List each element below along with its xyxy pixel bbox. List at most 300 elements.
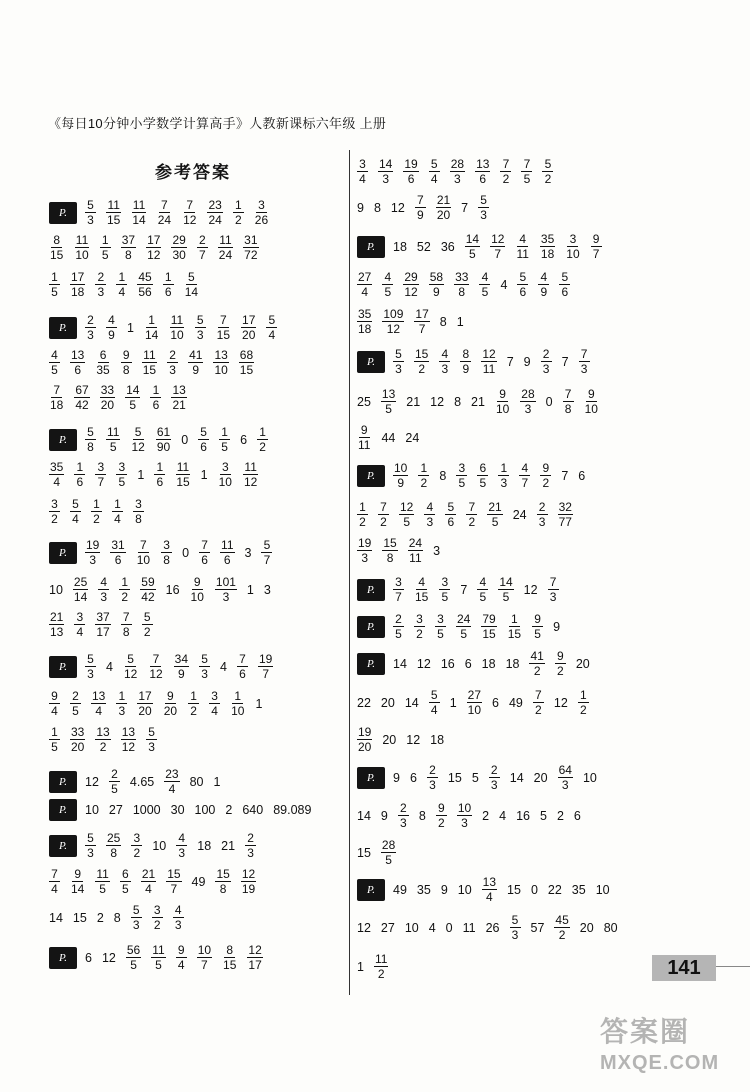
page-number-rule bbox=[716, 966, 750, 967]
number-answer: 12 bbox=[553, 695, 568, 710]
fraction-answer: $\frac{33}{20}$ bbox=[100, 383, 115, 412]
number-answer: 4 bbox=[500, 277, 508, 292]
fraction-answer: $\frac{5}{3}$ bbox=[85, 199, 96, 226]
fraction-answer: $\frac{7}{3}$ bbox=[548, 576, 559, 603]
fraction-answer: $\frac{8}{15}$ bbox=[50, 233, 64, 262]
fraction-answer: $\frac{27}{4}$ bbox=[358, 270, 372, 299]
fraction-answer: $\frac{1}{2}$ bbox=[188, 690, 199, 717]
fraction-answer: $\frac{2}{3}$ bbox=[427, 764, 438, 791]
fraction-answer: $\frac{7}{2}$ bbox=[500, 158, 511, 185]
fraction-answer: $\frac{2}{3}$ bbox=[541, 348, 552, 375]
number-answer: 80 bbox=[189, 774, 204, 789]
number-answer: 1 bbox=[255, 696, 263, 711]
number-answer: 36 bbox=[440, 239, 455, 254]
number-answer: 4 bbox=[428, 920, 436, 935]
fraction-answer: $\frac{41}{9}$ bbox=[189, 348, 203, 377]
fraction-answer: $\frac{10}{7}$ bbox=[197, 943, 212, 972]
number-answer: 22 bbox=[357, 695, 371, 710]
fraction-answer: $\frac{8}{15}$ bbox=[223, 943, 237, 972]
number-answer: 18 bbox=[505, 656, 520, 671]
fraction-answer: $\frac{2}{5}$ bbox=[70, 690, 81, 717]
book-header: 《每日10分钟小学数学计算高手》人教新课标六年级 上册 bbox=[48, 116, 387, 131]
number-answer: 18 bbox=[481, 656, 496, 671]
fraction-answer: $\frac{34}{9}$ bbox=[174, 652, 189, 681]
fraction-answer: $\frac{19}{20}$ bbox=[358, 725, 372, 754]
number-answer: 57 bbox=[530, 920, 545, 935]
fraction-answer: $\frac{13}{2}$ bbox=[96, 725, 110, 754]
fraction-answer: $\frac{11}{14}$ bbox=[132, 198, 146, 227]
exercise-tag-icon: P. bbox=[357, 236, 385, 258]
fraction-answer: $\frac{2}{3}$ bbox=[245, 832, 256, 859]
fraction-answer: $\frac{3}{8}$ bbox=[133, 498, 144, 525]
fraction-answer: $\frac{3}{2}$ bbox=[414, 613, 425, 640]
fraction-answer: $\frac{3}{7}$ bbox=[393, 576, 404, 603]
fraction-answer: $\frac{28}{3}$ bbox=[450, 157, 465, 186]
fraction-answer: $\frac{8}{9}$ bbox=[460, 348, 471, 375]
fraction-answer: $\frac{9}{10}$ bbox=[584, 387, 598, 416]
fraction-answer: $\frac{3}{5}$ bbox=[116, 461, 127, 488]
left-answer-line bbox=[49, 799, 321, 821]
fraction-answer: $\frac{21}{5}$ bbox=[488, 500, 502, 529]
right-answer-line bbox=[357, 271, 580, 298]
right-answer-line bbox=[357, 388, 609, 415]
left-answer-line bbox=[49, 768, 230, 795]
fraction-answer: $\frac{14}{5}$ bbox=[465, 232, 480, 261]
number-answer: 1000 bbox=[132, 803, 161, 817]
fraction-answer: $\frac{17}{7}$ bbox=[415, 307, 429, 336]
fraction-answer: $\frac{56}{5}$ bbox=[126, 943, 141, 972]
number-answer: 1 bbox=[449, 695, 457, 710]
right-answer-line bbox=[357, 914, 628, 941]
number-answer: 15 bbox=[447, 770, 462, 785]
fraction-answer: $\frac{29}{12}$ bbox=[404, 270, 418, 299]
number-answer: 7 bbox=[561, 354, 569, 369]
number-answer: 0 bbox=[545, 394, 553, 409]
fraction-answer: $\frac{9}{4}$ bbox=[176, 944, 187, 971]
fraction-answer: $\frac{4}{7}$ bbox=[519, 462, 530, 489]
number-answer: 30 bbox=[170, 803, 185, 817]
number-answer: 9 bbox=[393, 770, 400, 785]
fraction-answer: $\frac{1}{4}$ bbox=[112, 498, 123, 525]
number-answer: 25 bbox=[357, 394, 371, 409]
number-answer: 7 bbox=[461, 200, 469, 215]
fraction-answer: $\frac{1}{15}$ bbox=[507, 612, 522, 641]
fraction-answer: $\frac{5}{12}$ bbox=[123, 652, 138, 681]
fraction-answer: $\frac{13}{4}$ bbox=[92, 689, 106, 718]
number-answer: 20 bbox=[579, 920, 594, 935]
fraction-answer: $\frac{31}{72}$ bbox=[244, 233, 258, 262]
number-answer: 18 bbox=[197, 838, 212, 853]
fraction-answer: $\frac{7}{4}$ bbox=[49, 868, 60, 895]
fraction-answer: $\frac{3}{8}$ bbox=[161, 539, 172, 566]
number-answer: 6 bbox=[240, 432, 248, 447]
right-answer-line bbox=[357, 501, 583, 528]
exercise-tag-icon: P. bbox=[357, 465, 385, 487]
fraction-answer: $\frac{6}{35}$ bbox=[96, 348, 110, 377]
fraction-answer: $\frac{1}{2}$ bbox=[578, 689, 589, 716]
fraction-answer: $\frac{5}{2}$ bbox=[142, 611, 153, 638]
fraction-answer: $\frac{31}{6}$ bbox=[111, 538, 125, 567]
fraction-answer: $\frac{1}{4}$ bbox=[116, 271, 127, 298]
fraction-answer: $\frac{3}{10}$ bbox=[566, 232, 580, 261]
fraction-answer: $\frac{9}{2}$ bbox=[555, 650, 566, 677]
fraction-answer: $\frac{1}{2}$ bbox=[119, 576, 130, 603]
number-answer: 100 bbox=[194, 803, 216, 817]
fraction-answer: $\frac{1}{2}$ bbox=[357, 501, 368, 528]
exercise-tag-icon: P. bbox=[357, 653, 385, 675]
number-answer: 27 bbox=[108, 803, 123, 817]
fraction-answer: $\frac{9}{11}$ bbox=[358, 423, 371, 452]
left-answer-line bbox=[49, 461, 268, 488]
right-answer-line bbox=[357, 953, 398, 980]
fraction-answer: $\frac{11}{15}$ bbox=[142, 348, 157, 377]
fraction-answer: $\frac{11}{12}$ bbox=[243, 460, 258, 489]
fraction-answer: $\frac{37}{8}$ bbox=[121, 233, 136, 262]
number-answer: 1 bbox=[213, 774, 221, 789]
fraction-answer: $\frac{2}{3}$ bbox=[398, 802, 409, 829]
fraction-answer: $\frac{1}{2}$ bbox=[91, 498, 102, 525]
number-answer: 8 bbox=[439, 314, 447, 329]
number-answer: 8 bbox=[418, 808, 426, 823]
fraction-answer: $\frac{3}{5}$ bbox=[439, 576, 450, 603]
section-title: 参考答案 bbox=[155, 163, 231, 182]
number-answer: 35 bbox=[571, 882, 586, 897]
fraction-answer: $\frac{101}{3}$ bbox=[215, 575, 236, 604]
left-answer-line bbox=[49, 653, 283, 680]
number-answer: 14 bbox=[49, 910, 63, 925]
number-answer: 7 bbox=[561, 468, 569, 483]
fraction-answer: $\frac{25}{8}$ bbox=[107, 831, 121, 860]
fraction-answer: $\frac{5}{6}$ bbox=[517, 271, 528, 298]
left-answer-line bbox=[49, 576, 281, 603]
fraction-answer: $\frac{2}{5}$ bbox=[393, 613, 404, 640]
fraction-answer: $\frac{4}{5}$ bbox=[49, 349, 60, 376]
fraction-answer: $\frac{3}{26}$ bbox=[254, 198, 269, 227]
fraction-answer: $\frac{15}{2}$ bbox=[415, 347, 429, 376]
number-answer: 15 bbox=[357, 845, 371, 860]
fraction-answer: $\frac{4}{9}$ bbox=[106, 314, 117, 341]
right-answer-line bbox=[357, 876, 620, 903]
fraction-answer: $\frac{5}{3}$ bbox=[510, 914, 521, 941]
number-answer: 15 bbox=[72, 910, 87, 925]
fraction-answer: $\frac{32}{77}$ bbox=[558, 500, 572, 529]
fraction-answer: $\frac{13}{4}$ bbox=[482, 875, 497, 904]
fraction-answer: $\frac{5}{3}$ bbox=[478, 194, 489, 221]
fraction-answer: $\frac{45}{56}$ bbox=[138, 270, 152, 299]
fraction-answer: $\frac{67}{42}$ bbox=[75, 383, 89, 412]
fraction-answer: $\frac{11}{6}$ bbox=[221, 538, 234, 567]
fraction-answer: $\frac{7}{6}$ bbox=[199, 539, 210, 566]
right-answer-line bbox=[357, 726, 454, 753]
fraction-answer: $\frac{7}{24}$ bbox=[157, 198, 172, 227]
left-answer-line bbox=[49, 314, 287, 341]
fraction-answer: $\frac{1}{2}$ bbox=[418, 462, 429, 489]
exercise-tag-icon: P. bbox=[49, 429, 77, 451]
number-answer: 9 bbox=[440, 882, 448, 897]
fraction-answer: $\frac{2}{3}$ bbox=[95, 271, 106, 298]
number-answer: 5 bbox=[471, 770, 479, 785]
fraction-answer: $\frac{61}{90}$ bbox=[156, 425, 171, 454]
fraction-answer: $\frac{15}{8}$ bbox=[383, 536, 397, 565]
fraction-answer: $\frac{11}{5}$ bbox=[107, 425, 120, 454]
fraction-answer: $\frac{7}{18}$ bbox=[50, 383, 64, 412]
fraction-answer: $\frac{5}{3}$ bbox=[146, 726, 157, 753]
exercise-tag-icon: P. bbox=[357, 879, 385, 901]
fraction-answer: $\frac{3}{2}$ bbox=[131, 832, 142, 859]
fraction-answer: $\frac{5}{3}$ bbox=[85, 832, 96, 859]
number-answer: 20 bbox=[575, 656, 590, 671]
fraction-answer: $\frac{4}{3}$ bbox=[424, 501, 435, 528]
fraction-answer: $\frac{4}{3}$ bbox=[98, 576, 109, 603]
fraction-answer: $\frac{4}{5}$ bbox=[477, 576, 488, 603]
fraction-answer: $\frac{12}{7}$ bbox=[491, 232, 505, 261]
right-answer-line bbox=[357, 158, 563, 185]
left-answer-line bbox=[49, 498, 154, 525]
fraction-answer: $\frac{9}{20}$ bbox=[163, 689, 178, 718]
number-answer: 21 bbox=[471, 394, 485, 409]
fraction-answer: $\frac{9}{10}$ bbox=[190, 575, 204, 604]
number-answer: 10 bbox=[85, 803, 99, 817]
fraction-answer: $\frac{5}{6}$ bbox=[198, 426, 209, 453]
fraction-answer: $\frac{9}{14}$ bbox=[71, 867, 85, 896]
fraction-answer: $\frac{9}{8}$ bbox=[121, 349, 132, 376]
number-answer: 11 bbox=[462, 920, 476, 935]
fraction-answer: $\frac{2}{7}$ bbox=[197, 234, 208, 261]
fraction-answer: $\frac{21}{4}$ bbox=[141, 867, 156, 896]
fraction-answer: $\frac{5}{7}$ bbox=[261, 539, 272, 566]
right-answer-line bbox=[357, 462, 595, 489]
fraction-answer: $\frac{5}{3}$ bbox=[85, 653, 96, 680]
exercise-tag-icon: P. bbox=[49, 317, 77, 339]
fraction-answer: $\frac{7}{8}$ bbox=[563, 388, 574, 415]
fraction-answer: $\frac{1}{14}$ bbox=[144, 313, 159, 342]
fraction-answer: $\frac{11}{5}$ bbox=[152, 943, 165, 972]
fraction-answer: $\frac{19}{3}$ bbox=[86, 538, 100, 567]
number-answer: 1 bbox=[456, 314, 464, 329]
number-answer: 2 bbox=[482, 808, 490, 823]
number-answer: 7 bbox=[506, 354, 514, 369]
exercise-tag-icon: P. bbox=[357, 767, 385, 789]
fraction-answer: $\frac{11}{15}$ bbox=[176, 460, 190, 489]
fraction-answer: $\frac{7}{5}$ bbox=[521, 158, 532, 185]
fraction-answer: $\frac{21}{13}$ bbox=[50, 610, 64, 639]
fraction-answer: $\frac{13}{5}$ bbox=[381, 387, 396, 416]
fraction-answer: $\frac{3}{2}$ bbox=[49, 498, 60, 525]
left-answer-line bbox=[49, 944, 273, 971]
fraction-answer: $\frac{13}{21}$ bbox=[172, 383, 186, 412]
number-answer: 24 bbox=[405, 430, 420, 445]
right-answer-line bbox=[357, 308, 474, 335]
number-answer: 18 bbox=[393, 239, 407, 254]
number-answer: 9 bbox=[357, 200, 364, 215]
number-answer: 5 bbox=[539, 808, 547, 823]
left-answer-line bbox=[49, 868, 266, 895]
fraction-answer: $\frac{7}{2}$ bbox=[466, 501, 477, 528]
fraction-answer: $\frac{23}{24}$ bbox=[208, 198, 222, 227]
number-answer: 4 bbox=[106, 659, 113, 674]
number-answer: 20 bbox=[380, 695, 395, 710]
exercise-tag-icon: P. bbox=[49, 947, 77, 969]
number-answer: 12 bbox=[85, 774, 99, 789]
number-answer: 8 bbox=[113, 910, 121, 925]
fraction-answer: $\frac{7}{10}$ bbox=[136, 538, 151, 567]
fraction-answer: $\frac{7}{12}$ bbox=[183, 198, 197, 227]
fraction-answer: $\frac{11}{10}$ bbox=[170, 313, 184, 342]
number-answer: 14 bbox=[357, 808, 371, 823]
number-answer: 20 bbox=[382, 732, 397, 747]
number-answer: 9 bbox=[380, 808, 388, 823]
fraction-answer: $\frac{3}{4}$ bbox=[357, 158, 368, 185]
fraction-answer: $\frac{5}{3}$ bbox=[195, 314, 206, 341]
fraction-answer: $\frac{7}{2}$ bbox=[378, 501, 389, 528]
number-answer: 9 bbox=[553, 619, 561, 634]
number-answer: 12 bbox=[523, 582, 538, 597]
number-answer: 640 bbox=[242, 803, 264, 817]
number-answer: 6 bbox=[492, 695, 499, 710]
number-answer: 0 bbox=[182, 545, 190, 560]
fraction-answer: $\frac{7}{3}$ bbox=[579, 348, 590, 375]
fraction-answer: $\frac{35}{18}$ bbox=[358, 307, 372, 336]
fraction-answer: $\frac{37}{17}$ bbox=[96, 610, 110, 639]
right-answer-line bbox=[357, 348, 600, 375]
number-answer: 8 bbox=[373, 200, 381, 215]
fraction-answer: $\frac{1}{6}$ bbox=[74, 461, 85, 488]
fraction-answer: $\frac{109}{12}$ bbox=[383, 307, 404, 336]
fraction-answer: $\frac{1}{5}$ bbox=[219, 426, 230, 453]
number-answer: 21 bbox=[221, 838, 236, 853]
number-answer: 4 bbox=[220, 659, 227, 674]
number-answer: 20 bbox=[533, 770, 548, 785]
fraction-answer: $\frac{59}{42}$ bbox=[141, 575, 155, 604]
fraction-answer: $\frac{14}{3}$ bbox=[379, 157, 393, 186]
right-answer-line bbox=[357, 802, 591, 829]
fraction-answer: $\frac{7}{9}$ bbox=[415, 194, 426, 221]
number-answer: 14 bbox=[509, 770, 524, 785]
number-answer: 1 bbox=[127, 320, 134, 335]
fraction-answer: $\frac{17}{20}$ bbox=[138, 689, 152, 718]
number-answer: 16 bbox=[440, 656, 455, 671]
fraction-answer: $\frac{5}{12}$ bbox=[131, 425, 145, 454]
number-answer: 14 bbox=[404, 695, 419, 710]
fraction-answer: $\frac{5}{8}$ bbox=[85, 426, 96, 453]
fraction-answer: $\frac{5}{4}$ bbox=[429, 689, 440, 716]
fraction-answer: $\frac{5}{4}$ bbox=[266, 314, 277, 341]
fraction-answer: $\frac{4}{3}$ bbox=[439, 348, 450, 375]
fraction-answer: $\frac{5}{6}$ bbox=[559, 271, 570, 298]
fraction-answer: $\frac{9}{2}$ bbox=[540, 462, 551, 489]
number-answer: 6 bbox=[464, 656, 472, 671]
fraction-answer: $\frac{17}{20}$ bbox=[242, 313, 256, 342]
fraction-answer: $\frac{33}{8}$ bbox=[455, 270, 469, 299]
left-answer-line bbox=[49, 199, 279, 226]
number-answer: 4 bbox=[499, 808, 507, 823]
left-answer-line bbox=[49, 384, 197, 411]
fraction-answer: $\frac{2}{3}$ bbox=[85, 314, 96, 341]
fraction-answer: $\frac{28}{5}$ bbox=[381, 838, 396, 867]
fraction-answer: $\frac{12}{17}$ bbox=[248, 943, 262, 972]
number-answer: 12 bbox=[101, 950, 116, 965]
fraction-answer: $\frac{4}{3}$ bbox=[176, 832, 187, 859]
number-answer: 10 bbox=[152, 838, 167, 853]
fraction-answer: $\frac{15}{7}$ bbox=[167, 867, 181, 896]
fraction-answer: $\frac{35}{18}$ bbox=[540, 232, 555, 261]
fraction-answer: $\frac{13}{6}$ bbox=[71, 348, 85, 377]
fraction-answer: $\frac{21}{20}$ bbox=[436, 193, 451, 222]
number-answer: 22 bbox=[547, 882, 562, 897]
number-answer: 21 bbox=[406, 394, 421, 409]
fraction-answer: $\frac{9}{10}$ bbox=[495, 387, 510, 416]
fraction-answer: $\frac{1}{6}$ bbox=[163, 271, 174, 298]
fraction-answer: $\frac{4}{11}$ bbox=[516, 232, 529, 261]
right-answer-line bbox=[357, 650, 600, 677]
number-answer: 3 bbox=[263, 582, 271, 597]
exercise-tag-icon: P. bbox=[49, 799, 77, 821]
fraction-answer: $\frac{23}{4}$ bbox=[165, 767, 179, 796]
fraction-answer: $\frac{11}{2}$ bbox=[374, 952, 388, 981]
fraction-answer: $\frac{2}{5}$ bbox=[109, 768, 120, 795]
fraction-answer: $\frac{1}{2}$ bbox=[257, 426, 268, 453]
number-answer: 4.65 bbox=[129, 774, 155, 789]
fraction-answer: $\frac{5}{4}$ bbox=[70, 498, 81, 525]
number-answer: 14 bbox=[393, 656, 407, 671]
number-answer: 12 bbox=[430, 394, 445, 409]
number-answer: 27 bbox=[380, 920, 395, 935]
left-answer-line bbox=[49, 539, 282, 566]
left-answer-line bbox=[49, 690, 272, 717]
number-answer: 1 bbox=[137, 467, 145, 482]
fraction-answer: $\frac{25}{14}$ bbox=[73, 575, 88, 604]
number-answer: 80 bbox=[603, 920, 618, 935]
fraction-answer: $\frac{5}{14}$ bbox=[184, 270, 199, 299]
number-answer: 49 bbox=[508, 695, 523, 710]
fraction-answer: $\frac{33}{20}$ bbox=[71, 725, 85, 754]
fraction-answer: $\frac{7}{2}$ bbox=[533, 689, 544, 716]
right-answer-line bbox=[357, 537, 450, 564]
number-answer: 9 bbox=[523, 354, 531, 369]
fraction-answer: $\frac{13}{10}$ bbox=[214, 348, 228, 377]
fraction-answer: $\frac{5}{3}$ bbox=[199, 653, 210, 680]
number-answer: 0 bbox=[181, 432, 189, 447]
number-answer: 12 bbox=[390, 200, 405, 215]
number-answer: 2 bbox=[225, 803, 233, 817]
fraction-answer: $\frac{1}{5}$ bbox=[49, 726, 60, 753]
number-answer: 12 bbox=[406, 732, 421, 747]
number-answer: 1 bbox=[246, 582, 254, 597]
fraction-answer: $\frac{17}{18}$ bbox=[71, 270, 85, 299]
right-answer-line bbox=[357, 424, 429, 451]
number-answer: 10 bbox=[457, 882, 472, 897]
number-answer: 10 bbox=[49, 582, 63, 597]
left-answer-line bbox=[49, 832, 266, 859]
fraction-answer: $\frac{1}{3}$ bbox=[116, 690, 127, 717]
fraction-answer: $\frac{35}{4}$ bbox=[50, 460, 64, 489]
fraction-answer: $\frac{28}{3}$ bbox=[521, 387, 535, 416]
fraction-answer: $\frac{4}{15}$ bbox=[415, 575, 429, 604]
fraction-answer: $\frac{4}{9}$ bbox=[538, 271, 549, 298]
fraction-answer: $\frac{7}{12}$ bbox=[149, 652, 163, 681]
number-answer: 1 bbox=[357, 959, 364, 974]
left-answer-line bbox=[49, 611, 163, 638]
fraction-answer: $\frac{11}{10}$ bbox=[75, 233, 89, 262]
fraction-answer: $\frac{7}{6}$ bbox=[237, 653, 248, 680]
number-answer: 2 bbox=[96, 910, 104, 925]
fraction-answer: $\frac{3}{4}$ bbox=[74, 611, 85, 638]
exercise-tag-icon: P. bbox=[49, 771, 77, 793]
fraction-answer: $\frac{2}{3}$ bbox=[489, 764, 500, 791]
number-answer: 8 bbox=[439, 468, 447, 483]
fraction-answer: $\frac{3}{2}$ bbox=[152, 904, 163, 931]
left-answer-line bbox=[49, 904, 194, 931]
